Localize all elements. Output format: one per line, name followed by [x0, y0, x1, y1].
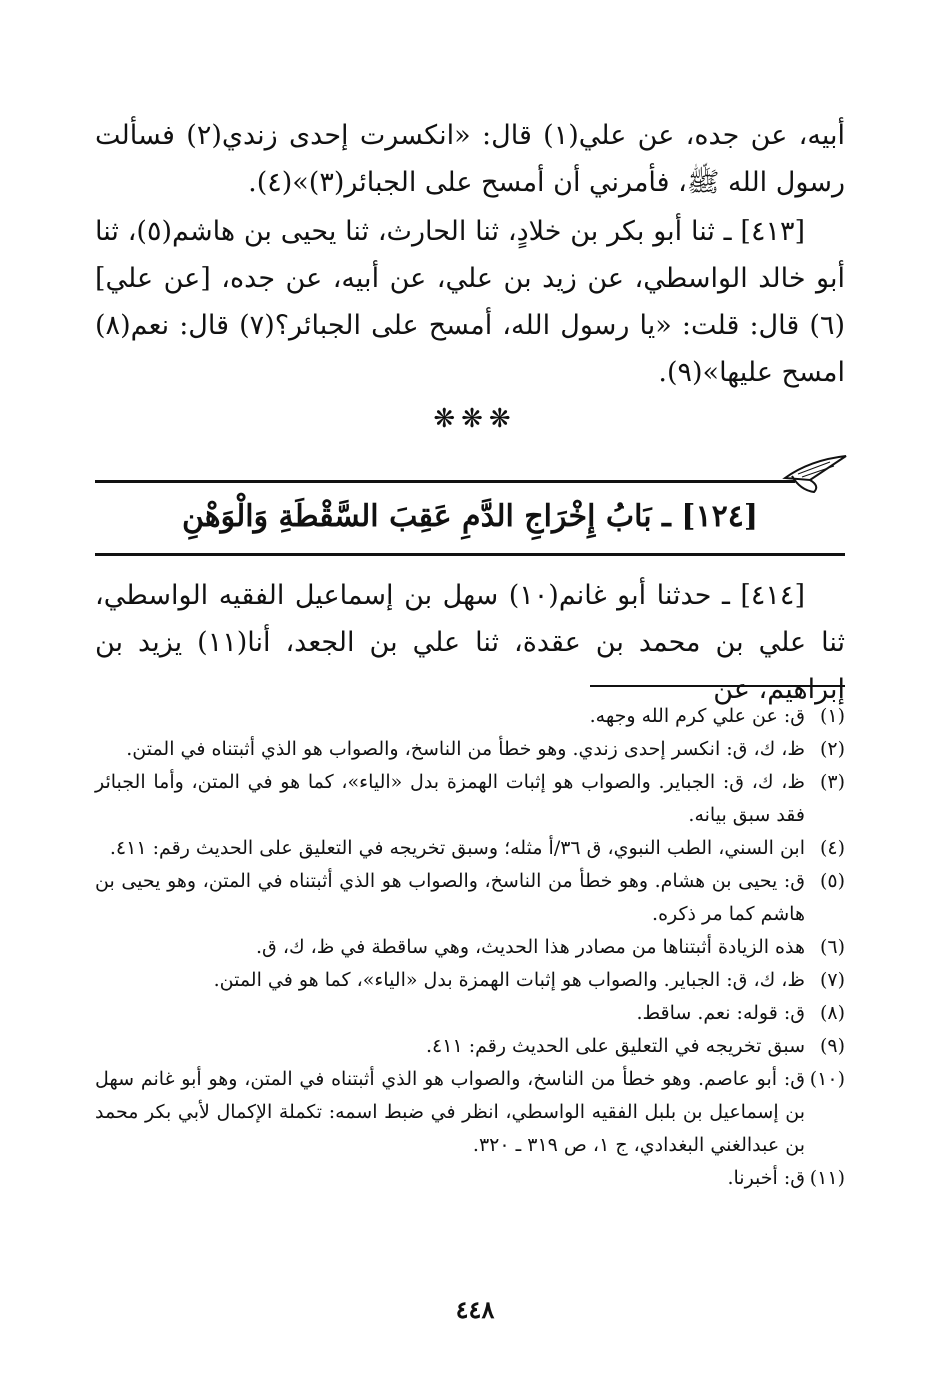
- footnote-number: (١١): [809, 1167, 845, 1189]
- heading-top-rule: [95, 480, 795, 483]
- footnote-text: ق: أخبرنا.: [727, 1167, 805, 1189]
- footnote-text: هذه الزيادة أثبتناها من مصادر هذا الحديث، وهي ساقطة في ظ، ك، ق.: [256, 936, 805, 958]
- section-separator: ❋❋❋: [433, 404, 517, 434]
- hadith-414-paragraph: [٤١٤] ـ حدثنا أبو غانم(١٠) سهل بن إسماعيل الفقيه الواسطي، ثنا علي بن محمد بن عقدة، ثنا علي بن الجعد، أنا(١١) يزيد بن إبراهيم، عن: [95, 580, 845, 705]
- footnote: [95, 1162, 845, 1195]
- footnote-number: (٩): [819, 1035, 845, 1057]
- footnote-number: (٦): [819, 936, 845, 958]
- footnote: [95, 1030, 845, 1063]
- footnote-number: (٢): [819, 738, 845, 760]
- footnote-text: ظ، ك، ق: الجباير. والصواب هو إثبات الهمزة بدل «الياء»، كما هو في المتن، وأما الجبائر فقد سبق بيانه.: [95, 771, 805, 826]
- footnote: [95, 865, 845, 931]
- footnote-text: ق: قوله: نعم. ساقط.: [636, 1002, 805, 1024]
- footnote: [95, 931, 845, 964]
- footnote-number: (٤): [819, 837, 845, 859]
- footnote-rule: [590, 685, 845, 687]
- footnote-number: (٥): [819, 870, 845, 892]
- footnote-text: ق: يحيى بن هشام. وهو خطأ من الناسخ، والصواب هو الذي أثبتناه في المتن، وهو يحيى بن هاشم كما مر ذكره.: [95, 870, 805, 925]
- footnote-text: سبق تخريجه في التعليق على الحديث رقم: ٤١١.: [426, 1035, 805, 1057]
- footnote-text: ق: أبو عاصم. وهو خطأ من الناسخ، والصواب هو الذي أثبتناه في المتن، وهو أبو غانم سهل بن إسماعيل بن بلبل الفقيه الواسطي، انظر في ضبط اسمه: تكملة الإكمال لأبي بكر محمد بن عبدالغني البغدادي، ج ١، ص ٣١٩ ـ ٣٢٠.: [95, 1068, 805, 1156]
- footnote: [95, 997, 845, 1030]
- footnote-number: (٨): [819, 1002, 845, 1024]
- heading-bottom-rule: [95, 553, 845, 556]
- footnote: [95, 832, 845, 865]
- footnotes-list: [95, 700, 845, 1195]
- page-number: ٤٤٨: [455, 1295, 495, 1324]
- footnote: [95, 733, 845, 766]
- footnote-number: (٧): [819, 969, 845, 991]
- footnote-text: ابن السني، الطب النبوي، ق ٣٦/أ مثله؛ وسبق تخريجه في التعليق على الحديث رقم: ٤١١.: [109, 837, 805, 859]
- footnote-text: ق: عن علي كرم الله وجهه.: [589, 705, 805, 727]
- chapter-heading: [١٢٤] ـ بَابُ إِخْرَاجِ الدَّمِ عَقِبَ السَّقْطَةِ وَالْوَهْنِ: [181, 499, 759, 534]
- footnote-number: (١٠): [809, 1068, 845, 1090]
- footnote: [95, 964, 845, 997]
- paragraph-continuation: أبيه، عن جده، عن علي(١) قال: «انكسرت إحدى زندي(٢) فسألت رسول الله ﷺ، فأمرني أن أمسح على الجبائر(٣)»(٤).: [95, 120, 845, 198]
- footnote-number: (١): [819, 705, 845, 727]
- footnote: [95, 766, 845, 832]
- footnote: [95, 1063, 845, 1162]
- footnote-number: (٣): [819, 771, 845, 793]
- footnote-text: ظ، ك، ق: انكسر إحدى زندي. وهو خطأ من الناسخ، والصواب هو الذي أثبتناه في المتن.: [126, 738, 805, 760]
- footnote-text: ظ، ك، ق: الجباير. والصواب هو إثبات الهمزة بدل «الياء»، كما هو في المتن.: [213, 969, 805, 991]
- hadith-413-paragraph: [٤١٣] ـ ثنا أبو بكر بن خلادٍ، ثنا الحارث، ثنا يحيى بن هاشم(٥)، ثنا أبو خالد الواسطي، عن زيد بن علي، عن أبيه، عن جده، [عن علي](٦) قال: قلت: «يا رسول الله، أمسح على الجبائر؟(٧) قال: نعم(٨) امسح عليها»(٩).: [95, 216, 845, 388]
- footnote: [95, 700, 845, 733]
